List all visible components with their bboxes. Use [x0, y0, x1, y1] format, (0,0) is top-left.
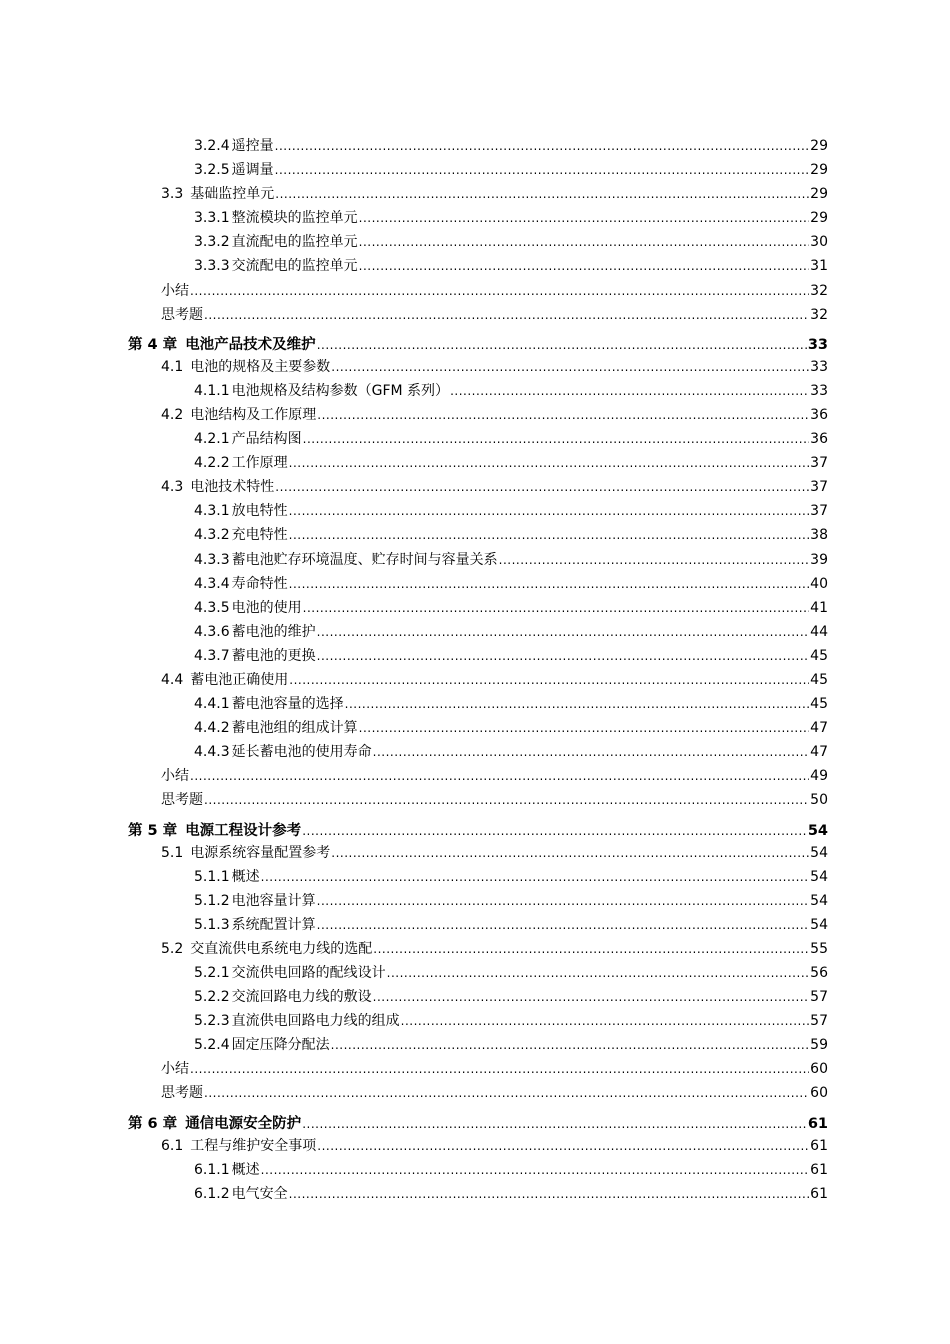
toc-entry-line: [194, 961, 828, 985]
toc-page-number: 50: [810, 792, 828, 809]
toc-entry-number: 4.2.1: [194, 431, 230, 448]
toc-entry-title: 固定压降分配法: [231, 1037, 330, 1054]
toc-dot-leader: [359, 716, 810, 740]
toc-page-number: 33: [810, 358, 828, 375]
toc-entry-title: 蓄电池的更换: [231, 647, 316, 664]
toc-page-number: 61: [810, 1137, 828, 1154]
toc-entry-line: [194, 206, 828, 230]
toc-entry-line: [194, 1158, 828, 1182]
toc-entry-line: [194, 716, 828, 740]
toc-page-number: 29: [810, 186, 828, 203]
toc-dot-leader: [317, 913, 810, 937]
toc-entry-number: 4.2.2: [194, 455, 230, 472]
toc-entry: [0, 764, 950, 788]
toc-page-number: 45: [810, 671, 828, 688]
toc-page-number: 32: [810, 306, 828, 323]
toc-entry-title: 思考题: [161, 306, 203, 323]
toc-page-number: 29: [810, 162, 828, 179]
toc-entry-number: 4.3.3: [194, 551, 230, 568]
toc-entry-line: [194, 134, 828, 158]
toc-page-number: 49: [810, 768, 828, 785]
toc-dot-leader: [303, 427, 810, 451]
toc-dot-leader: [289, 572, 810, 596]
toc-entry-number: 6.1.2: [194, 1185, 230, 1202]
toc-page-number: 61: [810, 1185, 828, 1202]
toc-entry-line: [161, 279, 828, 303]
toc-page-number: 61: [807, 1115, 828, 1132]
toc-page-number: 56: [810, 965, 828, 981]
toc-entry-title: 交直流供电系统电力线的选配: [190, 940, 373, 957]
table-of-contents: [0, 134, 950, 1206]
toc-dot-leader: [204, 788, 809, 812]
toc-page-number: 37: [810, 479, 828, 496]
toc-entry-title: 遥控量: [231, 138, 274, 154]
toc-entry-title: 通信电源安全防护: [185, 1115, 302, 1132]
toc-entry-title: 电源工程设计参考: [185, 822, 302, 839]
toc-entry-title: 小结: [161, 1061, 189, 1078]
toc-entry-number: 3.3.3: [194, 258, 230, 275]
toc-entry-number: 4.1.1: [194, 382, 230, 399]
toc-entry-number: 5.1: [161, 844, 184, 861]
toc-entry-title: 电池的规格及主要参数: [190, 358, 331, 375]
toc-entry-number: 4.1: [161, 358, 184, 375]
toc-entry-line: [194, 548, 828, 572]
toc-entry-line: [161, 182, 828, 206]
toc-dot-leader: [204, 303, 809, 327]
toc-entry: [0, 620, 950, 644]
toc-entry-line: [161, 1134, 828, 1158]
toc-page-number: 33: [807, 336, 828, 353]
toc-entry: [0, 865, 950, 889]
toc-page-number: 55: [810, 940, 828, 957]
toc-dot-leader: [303, 596, 810, 620]
toc-entry: [0, 937, 950, 961]
toc-entry: [0, 788, 950, 812]
toc-dot-leader: [450, 379, 809, 403]
toc-page-number: 54: [807, 822, 828, 839]
toc-entry-title: 工作原理: [231, 455, 288, 472]
toc-entry-title: 交流配电的监控单元: [231, 258, 358, 275]
toc-dot-leader: [373, 937, 809, 961]
toc-page-number: 40: [810, 575, 828, 592]
toc-entry-line: [194, 499, 828, 523]
toc-entry: [0, 427, 950, 451]
toc-page-number: 61: [810, 1161, 828, 1178]
toc-page-number: 54: [810, 868, 828, 885]
toc-entry-title: 充电特性: [231, 527, 288, 544]
toc-page-number: 59: [810, 1037, 828, 1054]
toc-entry-line: [194, 740, 828, 764]
toc-entry: [0, 692, 950, 716]
toc-chapter-entry: [0, 327, 950, 355]
toc-entry-line: [161, 403, 828, 427]
toc-entry: [0, 303, 950, 327]
toc-entry-title: 蓄电池贮存环境温度、贮存时间与容量关系: [231, 551, 498, 568]
toc-entry-line: [161, 1057, 828, 1081]
toc-dot-leader: [359, 206, 810, 230]
toc-entry-title: 电池容量计算: [231, 892, 316, 909]
toc-dot-leader: [331, 841, 809, 865]
toc-entry-number: 3.2.5: [194, 162, 230, 179]
toc-entry: [0, 716, 950, 740]
toc-entry-number: 5.2: [161, 940, 184, 957]
toc-dot-leader: [373, 985, 810, 1009]
toc-entry: [0, 451, 950, 475]
toc-dot-leader: [275, 158, 810, 182]
toc-entry-line: [194, 379, 828, 403]
toc-entry-title: 整流模块的监控单元: [231, 210, 358, 227]
toc-entry-title: 电源系统容量配置参考: [190, 844, 331, 861]
toc-dot-leader: [261, 865, 810, 889]
toc-entry-number: 第 6 章: [128, 1115, 178, 1132]
toc-entry: [0, 889, 950, 913]
toc-entry-line: [194, 1033, 828, 1057]
toc-entry-title: 思考题: [161, 1085, 203, 1102]
toc-page-number: 47: [810, 744, 828, 761]
toc-dot-leader: [275, 134, 810, 158]
toc-entry: [0, 475, 950, 499]
toc-entry-title: 电池规格及结构参数（GFM 系列）: [231, 382, 450, 399]
toc-entry-line: [194, 1182, 828, 1206]
toc-entry-title: 遥调量: [231, 162, 274, 179]
toc-entry-line: [161, 841, 828, 865]
toc-entry-line: [194, 913, 828, 937]
toc-entry-number: 5.2.2: [194, 989, 230, 1006]
toc-entry-line: [194, 451, 828, 475]
toc-entry: [0, 206, 950, 230]
toc-entry-title: 直流供电回路电力线的组成: [231, 1013, 400, 1030]
toc-entry-line: [161, 303, 828, 327]
toc-entry: [0, 1182, 950, 1206]
toc-entry-number: 4.3.2: [194, 527, 230, 544]
toc-entry-number: 4.4.2: [194, 720, 230, 737]
toc-entry-number: 4.3.1: [194, 503, 230, 520]
toc-entry-title: 寿命特性: [231, 575, 288, 592]
toc-entry-title: 交流回路电力线的敷设: [231, 989, 372, 1006]
toc-entry-title: 延长蓄电池的使用寿命: [231, 744, 372, 761]
toc-entry-line: [194, 254, 828, 278]
toc-entry: [0, 134, 950, 158]
toc-entry-line: [194, 985, 828, 1009]
toc-entry-line: [194, 620, 828, 644]
toc-entry-line: [161, 764, 828, 788]
toc-entry: [0, 913, 950, 937]
toc-entry: [0, 1009, 950, 1033]
toc-entry: [0, 158, 950, 182]
toc-entry-number: 4.3.7: [194, 647, 230, 664]
toc-entry-line: [194, 1009, 828, 1033]
toc-dot-leader: [289, 1182, 810, 1206]
toc-dot-leader: [190, 764, 809, 788]
toc-page-number: 31: [810, 258, 828, 275]
toc-page-number: 33: [810, 382, 828, 399]
toc-entry: [0, 841, 950, 865]
toc-entry-line: [194, 230, 828, 254]
toc-entry-number: 第 5 章: [128, 822, 178, 839]
toc-dot-leader: [499, 548, 810, 572]
toc-page-number: 57: [810, 1013, 828, 1030]
toc-page-number: 54: [810, 844, 828, 861]
toc-entry: [0, 182, 950, 206]
toc-dot-leader: [275, 182, 809, 206]
toc-entry: [0, 740, 950, 764]
toc-entry-title: 电池产品技术及维护: [185, 336, 316, 353]
toc-dot-leader: [331, 355, 809, 379]
toc-entry-line: [194, 644, 828, 668]
toc-page-number: 36: [810, 406, 828, 423]
toc-entry-line: [161, 788, 828, 812]
toc-entry-title: 放电特性: [231, 503, 288, 520]
toc-page-number: 30: [810, 234, 828, 251]
toc-entry-title: 电池结构及工作原理: [190, 406, 317, 423]
toc-entry-number: 3.3: [161, 186, 184, 203]
toc-page-number: 54: [810, 916, 828, 933]
toc-entry-number: 第 4 章: [128, 336, 178, 353]
toc-entry-line: [194, 865, 828, 889]
toc-entry-title: 基础监控单元: [190, 186, 275, 203]
toc-entry: [0, 279, 950, 303]
toc-entry: [0, 355, 950, 379]
toc-page-number: 60: [810, 1061, 828, 1078]
toc-chapter-entry: [0, 1106, 950, 1134]
toc-dot-leader: [317, 644, 810, 668]
toc-entry-title: 小结: [161, 282, 189, 299]
toc-page-number: 60: [810, 1085, 828, 1102]
toc-entry-number: 5.2.1: [194, 965, 230, 981]
toc-dot-leader: [345, 692, 810, 716]
toc-dot-leader: [373, 740, 810, 764]
toc-dot-leader: [401, 1009, 810, 1033]
toc-entry-line: [194, 572, 828, 596]
toc-dot-leader: [289, 523, 810, 547]
toc-entry-title: 直流配电的监控单元: [231, 234, 358, 251]
toc-entry-number: 3.3.2: [194, 234, 230, 251]
toc-dot-leader: [387, 961, 810, 985]
toc-entry-title: 电池技术特性: [190, 479, 275, 496]
toc-entry: [0, 403, 950, 427]
toc-page-number: 32: [810, 282, 828, 299]
toc-entry-title: 电气安全: [231, 1185, 288, 1202]
toc-entry-number: 4.2: [161, 406, 184, 423]
toc-entry-line: [161, 668, 828, 692]
toc-entry-number: 4.4.3: [194, 744, 230, 761]
toc-entry-title: 交流供电回路的配线设计: [231, 965, 386, 981]
toc-entry-title: 产品结构图: [231, 431, 302, 448]
toc-entry-line: [194, 158, 828, 182]
toc-entry: [0, 1057, 950, 1081]
toc-entry-line: [194, 523, 828, 547]
toc-entry: [0, 644, 950, 668]
toc-entry: [0, 961, 950, 985]
toc-dot-leader: [317, 403, 809, 427]
toc-entry-number: 5.2.3: [194, 1013, 230, 1030]
toc-page-number: 36: [810, 431, 828, 448]
toc-entry-line: [161, 355, 828, 379]
toc-chapter-entry: [0, 813, 950, 841]
toc-page-number: 57: [810, 989, 828, 1006]
toc-entry-number: 3.3.1: [194, 210, 230, 227]
toc-entry-line: [161, 937, 828, 961]
toc-entry-number: 4.4.1: [194, 696, 230, 713]
toc-entry: [0, 985, 950, 1009]
toc-entry-line: [194, 889, 828, 913]
toc-entry: [0, 596, 950, 620]
toc-entry: [0, 1158, 950, 1182]
toc-entry-number: 4.3.6: [194, 623, 230, 640]
toc-entry-line: [161, 1081, 828, 1105]
toc-entry-number: 4.3: [161, 479, 184, 496]
toc-page-number: 54: [810, 892, 828, 909]
toc-dot-leader: [331, 1033, 810, 1057]
toc-entry-title: 蓄电池容量的选择: [231, 696, 344, 713]
toc-entry: [0, 254, 950, 278]
toc-entry-number: 5.1.3: [194, 916, 230, 933]
toc-entry-title: 思考题: [161, 792, 203, 809]
toc-entry-title: 蓄电池组的组成计算: [231, 720, 358, 737]
toc-page-number: 29: [810, 138, 828, 154]
toc-entry-number: 5.1.2: [194, 892, 230, 909]
toc-dot-leader: [317, 1134, 809, 1158]
toc-entry-title: 系统配置计算: [231, 916, 316, 933]
toc-entry-title: 工程与维护安全事项: [190, 1137, 317, 1154]
toc-entry: [0, 1081, 950, 1105]
toc-dot-leader: [275, 475, 809, 499]
toc-page-number: 45: [810, 696, 828, 713]
toc-entry: [0, 572, 950, 596]
toc-page-number: 38: [810, 527, 828, 544]
toc-entry-title: 蓄电池正确使用: [190, 671, 289, 688]
toc-dot-leader: [317, 889, 810, 913]
toc-page-number: 41: [810, 599, 828, 616]
toc-dot-leader: [204, 1081, 809, 1105]
toc-entry-number: 4.3.4: [194, 575, 230, 592]
toc-entry: [0, 230, 950, 254]
toc-entry-number: 5.2.4: [194, 1037, 230, 1054]
toc-dot-leader: [261, 1158, 810, 1182]
toc-page-number: 37: [810, 503, 828, 520]
toc-page-number: 47: [810, 720, 828, 737]
toc-entry-number: 3.2.4: [194, 138, 230, 154]
toc-entry-number: 4.3.5: [194, 599, 230, 616]
toc-entry: [0, 548, 950, 572]
toc-dot-leader: [317, 620, 810, 644]
toc-dot-leader: [289, 668, 809, 692]
toc-entry-number: 5.1.1: [194, 868, 230, 885]
toc-entry-number: 6.1.1: [194, 1161, 230, 1178]
toc-entry-title: 概述: [231, 868, 260, 885]
toc-page-number: 39: [810, 551, 828, 568]
toc-page-number: 37: [810, 455, 828, 472]
toc-entry: [0, 668, 950, 692]
toc-dot-leader: [190, 279, 809, 303]
toc-entry-line: [194, 427, 828, 451]
toc-entry-title: 蓄电池的维护: [231, 623, 316, 640]
toc-entry: [0, 1033, 950, 1057]
toc-entry: [0, 523, 950, 547]
toc-entry-line: [161, 475, 828, 499]
toc-entry-title: 电池的使用: [231, 599, 302, 616]
toc-dot-leader: [190, 1057, 809, 1081]
toc-entry: [0, 379, 950, 403]
toc-entry-line: [194, 692, 828, 716]
toc-entry-line: [194, 596, 828, 620]
toc-dot-leader: [359, 230, 810, 254]
toc-page-number: 44: [810, 623, 828, 640]
toc-dot-leader: [359, 254, 810, 278]
toc-page-number: 45: [810, 647, 828, 664]
toc-entry: [0, 1134, 950, 1158]
toc-entry: [0, 499, 950, 523]
toc-entry-title: 小结: [161, 768, 189, 785]
toc-entry-number: 6.1: [161, 1137, 184, 1154]
toc-dot-leader: [289, 451, 810, 475]
toc-entry-number: 4.4: [161, 671, 184, 688]
toc-page-number: 29: [810, 210, 828, 227]
toc-entry-title: 概述: [231, 1161, 260, 1178]
toc-dot-leader: [289, 499, 810, 523]
